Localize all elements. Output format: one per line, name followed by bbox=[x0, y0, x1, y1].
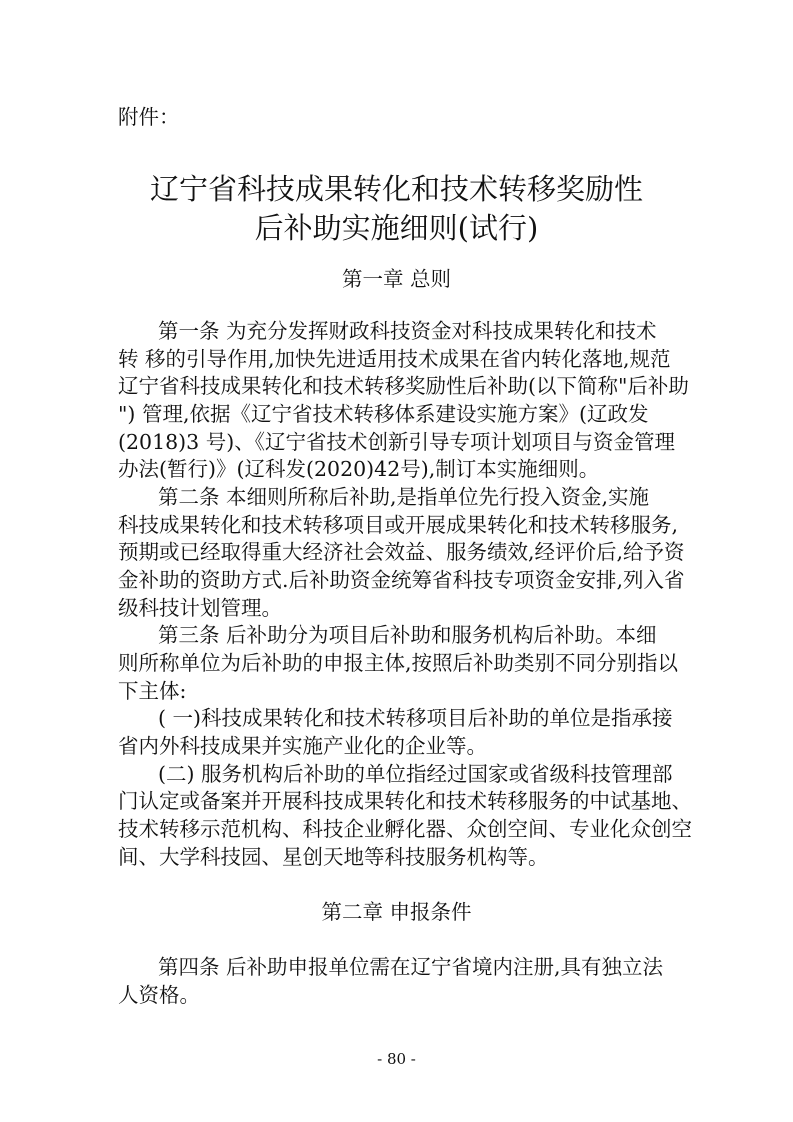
document-title-line-1: 辽宁省科技成果转化和技术转移奖励性 bbox=[149, 172, 643, 206]
article-4-line: 第四条 后补助申报单位需在辽宁省境内注册,具有独立法 bbox=[158, 955, 664, 979]
article-2-line: 级科技计划管理。 bbox=[118, 596, 282, 620]
article-4-line: 人资格。 bbox=[118, 983, 200, 1007]
article-3-line: 则所称单位为后补助的申报主体,按照后补助类别不同分别指以 bbox=[118, 651, 679, 675]
article-2-line: 第二条 本细则所称后补助,是指单位先行投入资金,实施 bbox=[158, 485, 650, 509]
item-1-line: 省内外科技成果并实施产业化的企业等。 bbox=[118, 734, 487, 758]
article-1-line: ") 管理,依据《辽宁省技术转移体系建设实施方案》(辽政发 bbox=[118, 402, 649, 426]
item-2-line: 技术转移示范机构、科技企业孵化器、众创空间、专业化众创空 bbox=[118, 817, 692, 841]
article-2-line: 科技成果转化和技术转移项目或开展成果转化和技术转移服务, bbox=[118, 513, 679, 537]
article-1-line: 办法(暂行)》(辽科发(2020)42号),制订本实施细则。 bbox=[118, 457, 600, 481]
article-1-line: (2018)3 号)、《辽宁省技术创新引导专项计划项目与资金管理 bbox=[118, 430, 675, 454]
chapter-1-heading: 第一章 总则 bbox=[341, 267, 452, 291]
article-1-line: 第一条 为充分发挥财政科技资金对科技成果转化和技术 bbox=[158, 319, 657, 343]
item-1-line: ( 一)科技成果转化和技术转移项目后补助的单位是指承接 bbox=[158, 706, 673, 730]
article-3-line: 第三条 后补助分为项目后补助和服务机构后补助。本细 bbox=[158, 623, 657, 647]
page-number: - 80 - bbox=[377, 1050, 416, 1068]
article-3-line: 下主体: bbox=[118, 679, 187, 703]
item-2-line: 门认定或备案并开展科技成果转化和技术转移服务的中试基地、 bbox=[118, 789, 692, 813]
chapter-2-heading: 第二章 申报条件 bbox=[321, 900, 472, 924]
article-1-line: 辽宁省科技成果转化和技术转移奖励性后补助(以下简称"后补助 bbox=[118, 374, 689, 398]
article-2-line: 预期或已经取得重大经济社会效益、服务绩效,经评价后,给予资 bbox=[118, 540, 685, 564]
item-2-line: 间、大学科技园、星创天地等科技服务机构等。 bbox=[118, 845, 549, 869]
item-2-line: (二) 服务机构后补助的单位指经过国家或省级科技管理部 bbox=[158, 762, 673, 786]
document-title-line-2: 后补助实施细则(试行) bbox=[254, 211, 539, 245]
attachment-label: 附件： bbox=[118, 105, 180, 129]
article-2-line: 金补助的资助方式.后补助资金统筹省科技专项资金安排,列入省 bbox=[118, 568, 685, 592]
article-1-line: 转 移的引导作用,加快先进适用技术成果在省内转化落地,规范 bbox=[118, 347, 671, 371]
